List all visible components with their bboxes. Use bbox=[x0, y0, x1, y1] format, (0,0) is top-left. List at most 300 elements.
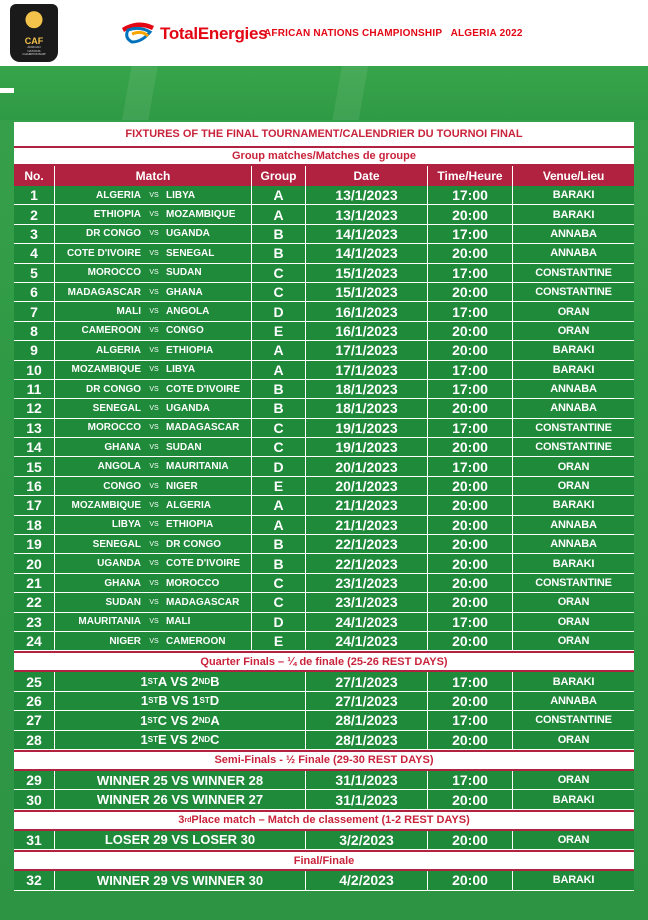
col-match: Match bbox=[55, 166, 252, 186]
match-cell bbox=[55, 419, 252, 437]
table-row bbox=[14, 771, 634, 790]
away-team: MADAGASCAR bbox=[166, 596, 240, 608]
home-team: GHANA bbox=[104, 577, 141, 589]
africa-globe-icon bbox=[19, 8, 49, 34]
match-number: 7 bbox=[14, 302, 55, 320]
table-row bbox=[14, 632, 634, 651]
match-group: C bbox=[252, 593, 306, 611]
away-team: MOZAMBIQUE bbox=[166, 209, 236, 221]
match-cell bbox=[55, 244, 252, 262]
vs-label: VS bbox=[149, 501, 159, 509]
match-group: D bbox=[252, 457, 306, 475]
match-number: 27 bbox=[14, 711, 55, 729]
match-date: 19/1/2023 bbox=[306, 438, 428, 456]
match-time: 17:00 bbox=[428, 457, 513, 475]
home-team: ALGERIA bbox=[96, 344, 141, 356]
match-venue: ORAN bbox=[557, 615, 590, 628]
match-time: 20:00 bbox=[428, 632, 513, 650]
knockout-match: LOSER 29 VS LOSER 30 bbox=[55, 831, 306, 849]
match-number: 4 bbox=[14, 244, 55, 262]
match-venue: ANNABA bbox=[550, 402, 597, 415]
table-row bbox=[14, 399, 634, 418]
match-time: 17:00 bbox=[428, 419, 513, 437]
match-teams bbox=[55, 636, 251, 647]
match-date: 27/1/2023 bbox=[306, 692, 428, 710]
away-team: NIGER bbox=[166, 480, 198, 492]
page-title: FIXTURES OF THE FINAL TOURNAMENT/CALENDRIER DU TOURNOI FINAL bbox=[14, 122, 634, 146]
match-teams bbox=[55, 461, 251, 472]
away-team: MALI bbox=[166, 616, 191, 628]
knockout-match: WINNER 25 VS WINNER 28 bbox=[55, 771, 306, 789]
match-venue: BARAKI bbox=[552, 208, 595, 221]
match-time: 20:00 bbox=[428, 322, 513, 340]
match-time: 20:00 bbox=[428, 438, 513, 456]
table-row bbox=[14, 341, 634, 360]
match-teams bbox=[55, 306, 251, 317]
match-number: 32 bbox=[14, 871, 55, 889]
match-group: E bbox=[252, 477, 306, 495]
home-team: GHANA bbox=[104, 441, 141, 453]
match-number: 31 bbox=[14, 831, 55, 849]
match-venue: ANNABA bbox=[550, 227, 597, 240]
match-time: 20:00 bbox=[428, 399, 513, 417]
vs-label: VS bbox=[149, 404, 159, 412]
match-time: 17:00 bbox=[428, 771, 513, 789]
match-time: 20:00 bbox=[428, 790, 513, 808]
vs-label: VS bbox=[149, 288, 159, 296]
match-date: 18/1/2023 bbox=[306, 380, 428, 398]
match-number: 29 bbox=[14, 771, 55, 789]
match-date: 17/1/2023 bbox=[306, 361, 428, 379]
match-venue: ORAN bbox=[557, 305, 590, 318]
table-row bbox=[14, 790, 634, 809]
away-team: COTE D'IVOIRE bbox=[166, 558, 241, 570]
match-time: 20:00 bbox=[428, 516, 513, 534]
table-row bbox=[14, 574, 634, 593]
match-cell bbox=[55, 225, 252, 243]
match-number: 15 bbox=[14, 457, 55, 475]
vs-label: VS bbox=[149, 249, 159, 257]
home-team: SUDAN bbox=[105, 596, 141, 608]
match-cell bbox=[55, 593, 252, 611]
knockout-table bbox=[14, 651, 634, 890]
table-row bbox=[14, 672, 634, 691]
match-venue: BARAKI bbox=[552, 793, 595, 806]
match-number: 10 bbox=[14, 361, 55, 379]
home-team: UGANDA bbox=[97, 558, 141, 570]
match-time: 17:00 bbox=[428, 613, 513, 631]
home-team: ETHIOPIA bbox=[93, 209, 141, 221]
table-row bbox=[14, 225, 634, 244]
away-team: COTE D'IVOIRE bbox=[166, 383, 241, 395]
match-number: 19 bbox=[14, 535, 55, 553]
match-date: 19/1/2023 bbox=[306, 419, 428, 437]
match-time: 17:00 bbox=[428, 264, 513, 282]
vs-label: VS bbox=[149, 598, 159, 606]
match-date: 28/1/2023 bbox=[306, 711, 428, 729]
match-teams bbox=[55, 364, 251, 375]
table-row bbox=[14, 554, 634, 573]
match-number: 11 bbox=[14, 380, 55, 398]
table-row bbox=[14, 264, 634, 283]
match-teams bbox=[55, 384, 251, 395]
vs-label: VS bbox=[149, 443, 159, 451]
match-time: 17:00 bbox=[428, 225, 513, 243]
match-venue: CONSTANTINE bbox=[535, 266, 612, 279]
match-date: 22/1/2023 bbox=[306, 554, 428, 572]
home-team: LIBYA bbox=[111, 519, 141, 531]
home-team: MADAGASCAR bbox=[67, 286, 141, 298]
away-team: ANGOLA bbox=[166, 306, 210, 318]
match-date: 15/1/2023 bbox=[306, 283, 428, 301]
vs-label: VS bbox=[149, 521, 159, 529]
table-row bbox=[14, 419, 634, 438]
match-number: 18 bbox=[14, 516, 55, 534]
match-date: 4/2/2023 bbox=[306, 871, 428, 889]
match-group: C bbox=[252, 438, 306, 456]
vs-label: VS bbox=[149, 191, 159, 199]
table-header bbox=[14, 166, 634, 186]
match-group: E bbox=[252, 632, 306, 650]
match-group: C bbox=[252, 283, 306, 301]
knockout-match: 1 ST E VS 2 ND C bbox=[55, 731, 306, 749]
match-number: 28 bbox=[14, 731, 55, 749]
header-banner bbox=[0, 0, 648, 66]
match-time: 20:00 bbox=[428, 477, 513, 495]
away-team: MAURITANIA bbox=[166, 461, 229, 473]
match-date: 20/1/2023 bbox=[306, 477, 428, 495]
away-team: MADAGASCAR bbox=[166, 422, 240, 434]
match-date: 27/1/2023 bbox=[306, 672, 428, 690]
table-row bbox=[14, 613, 634, 632]
col-venue: Venue/Lieu bbox=[542, 169, 605, 183]
match-group: A bbox=[252, 516, 306, 534]
group-matches-table bbox=[14, 186, 634, 651]
table-row bbox=[14, 496, 634, 515]
away-team: CAMEROON bbox=[166, 635, 226, 647]
vs-label: VS bbox=[149, 366, 159, 374]
match-time: 17:00 bbox=[428, 361, 513, 379]
match-venue: ANNABA bbox=[550, 694, 597, 707]
away-team: LIBYA bbox=[166, 364, 196, 376]
match-venue: ANNABA bbox=[550, 518, 597, 531]
table-row bbox=[14, 457, 634, 476]
away-team: SUDAN bbox=[166, 267, 202, 279]
match-venue: BARAKI bbox=[552, 675, 595, 688]
match-number: 23 bbox=[14, 613, 55, 631]
table-row bbox=[14, 244, 634, 263]
match-venue: ORAN bbox=[557, 460, 590, 473]
match-time: 20:00 bbox=[428, 535, 513, 553]
match-number: 12 bbox=[14, 399, 55, 417]
match-number: 5 bbox=[14, 264, 55, 282]
match-teams bbox=[55, 267, 251, 278]
home-team: SENEGAL bbox=[92, 538, 141, 550]
table-row bbox=[14, 205, 634, 224]
match-time: 20:00 bbox=[428, 574, 513, 592]
away-team: UGANDA bbox=[166, 402, 210, 414]
match-cell bbox=[55, 283, 252, 301]
match-time: 20:00 bbox=[428, 341, 513, 359]
table-row bbox=[14, 516, 634, 535]
match-time: 20:00 bbox=[428, 871, 513, 889]
match-number: 14 bbox=[14, 438, 55, 456]
table-row bbox=[14, 871, 634, 890]
match-cell bbox=[55, 613, 252, 631]
away-team: ETHIOPIA bbox=[166, 344, 214, 356]
home-team: COTE D'IVOIRE bbox=[66, 247, 141, 259]
home-team: MOZAMBIQUE bbox=[71, 364, 141, 376]
vs-label: VS bbox=[149, 579, 159, 587]
match-cell bbox=[55, 264, 252, 282]
match-cell bbox=[55, 205, 252, 223]
match-cell bbox=[55, 554, 252, 572]
home-team: ANGOLA bbox=[97, 461, 141, 473]
section-title: 3 rd Place match – Match de classement (1-2 REST DAYS) bbox=[14, 810, 634, 831]
match-teams bbox=[55, 616, 251, 627]
match-teams bbox=[55, 558, 251, 569]
match-date: 14/1/2023 bbox=[306, 244, 428, 262]
away-team: UGANDA bbox=[166, 228, 210, 240]
match-venue: CONSTANTINE bbox=[535, 441, 612, 454]
match-number: 25 bbox=[14, 672, 55, 690]
home-team: MOROCCO bbox=[87, 267, 141, 279]
table-row bbox=[14, 831, 634, 850]
match-venue: BARAKI bbox=[552, 499, 595, 512]
match-date: 31/1/2023 bbox=[306, 771, 428, 789]
match-date: 21/1/2023 bbox=[306, 516, 428, 534]
vs-label: VS bbox=[149, 385, 159, 393]
home-team: SENEGAL bbox=[92, 402, 141, 414]
away-team: MOROCCO bbox=[166, 577, 220, 589]
match-date: 13/1/2023 bbox=[306, 205, 428, 223]
home-team: DR CONGO bbox=[86, 383, 141, 395]
championship-title: AFRICAN NATIONS CHAMPIONSHIP ALGERIA 2022 bbox=[264, 28, 523, 39]
match-cell bbox=[55, 516, 252, 534]
match-group: A bbox=[252, 361, 306, 379]
away-team: LIBYA bbox=[166, 189, 196, 201]
vs-label: VS bbox=[149, 560, 159, 568]
match-date: 31/1/2023 bbox=[306, 790, 428, 808]
vs-label: VS bbox=[149, 482, 159, 490]
match-teams bbox=[55, 287, 251, 298]
col-date: Date bbox=[306, 166, 428, 186]
match-time: 17:00 bbox=[428, 711, 513, 729]
match-group: B bbox=[252, 380, 306, 398]
match-group: B bbox=[252, 225, 306, 243]
match-venue: BARAKI bbox=[552, 189, 595, 202]
match-cell bbox=[55, 496, 252, 514]
match-date: 16/1/2023 bbox=[306, 302, 428, 320]
section-title: Quarter Finals – ¼ de finale (25-26 REST DAYS) bbox=[14, 651, 634, 672]
match-group: D bbox=[252, 613, 306, 631]
match-cell bbox=[55, 341, 252, 359]
match-teams bbox=[55, 403, 251, 414]
home-team: CAMEROON bbox=[81, 325, 141, 337]
knockout-match: 1 ST B VS 1 ST D bbox=[55, 692, 306, 710]
vs-label: VS bbox=[149, 230, 159, 238]
vs-label: VS bbox=[149, 618, 159, 626]
home-team: DR CONGO bbox=[86, 228, 141, 240]
table-row bbox=[14, 731, 634, 750]
match-date: 24/1/2023 bbox=[306, 613, 428, 631]
match-group: D bbox=[252, 302, 306, 320]
decorative-mark bbox=[0, 88, 14, 93]
match-teams bbox=[55, 442, 251, 453]
match-time: 20:00 bbox=[428, 244, 513, 262]
match-venue: ANNABA bbox=[550, 247, 597, 260]
match-date: 15/1/2023 bbox=[306, 264, 428, 282]
match-cell bbox=[55, 535, 252, 553]
match-group: A bbox=[252, 496, 306, 514]
match-group: A bbox=[252, 205, 306, 223]
match-time: 17:00 bbox=[428, 380, 513, 398]
match-venue: ORAN bbox=[557, 733, 590, 746]
home-team: CONGO bbox=[103, 480, 141, 492]
match-venue: CONSTANTINE bbox=[535, 714, 612, 727]
match-venue: CONSTANTINE bbox=[535, 286, 612, 299]
match-number: 13 bbox=[14, 419, 55, 437]
match-venue: BARAKI bbox=[552, 557, 595, 570]
home-team: MOROCCO bbox=[87, 422, 141, 434]
away-team: ALGERIA bbox=[166, 499, 211, 511]
match-number: 20 bbox=[14, 554, 55, 572]
match-number: 2 bbox=[14, 205, 55, 223]
match-cell bbox=[55, 399, 252, 417]
match-date: 18/1/2023 bbox=[306, 399, 428, 417]
match-date: 24/1/2023 bbox=[306, 632, 428, 650]
match-number: 16 bbox=[14, 477, 55, 495]
caf-logo-subtext: AFRICAN NATIONS CHAMPIONSHIP bbox=[22, 45, 46, 56]
away-team: GHANA bbox=[166, 286, 203, 298]
vs-label: VS bbox=[149, 540, 159, 548]
match-cell bbox=[55, 302, 252, 320]
match-group: C bbox=[252, 574, 306, 592]
fixtures-panel bbox=[14, 122, 634, 891]
match-number: 24 bbox=[14, 632, 55, 650]
match-date: 22/1/2023 bbox=[306, 535, 428, 553]
table-row bbox=[14, 186, 634, 205]
match-teams bbox=[55, 190, 251, 201]
match-number: 6 bbox=[14, 283, 55, 301]
home-team: MALI bbox=[116, 306, 141, 318]
match-number: 3 bbox=[14, 225, 55, 243]
match-venue: BARAKI bbox=[552, 874, 595, 887]
totalenergies-logo-icon bbox=[118, 20, 158, 46]
table-row bbox=[14, 302, 634, 321]
away-team: ETHIOPIA bbox=[166, 519, 214, 531]
away-team: SUDAN bbox=[166, 441, 202, 453]
match-number: 30 bbox=[14, 790, 55, 808]
match-group: C bbox=[252, 264, 306, 282]
vs-label: VS bbox=[149, 308, 159, 316]
match-cell bbox=[55, 632, 252, 650]
sponsor-name: TotalEnergies bbox=[160, 24, 268, 43]
match-cell bbox=[55, 438, 252, 456]
home-team: ALGERIA bbox=[96, 189, 141, 201]
match-group: A bbox=[252, 186, 306, 204]
home-team: MAURITANIA bbox=[78, 616, 141, 628]
home-team: NIGER bbox=[109, 635, 141, 647]
vs-label: VS bbox=[149, 327, 159, 335]
vs-label: VS bbox=[149, 211, 159, 219]
match-venue: ANNABA bbox=[550, 538, 597, 551]
match-date: 21/1/2023 bbox=[306, 496, 428, 514]
match-group: B bbox=[252, 244, 306, 262]
match-cell bbox=[55, 477, 252, 495]
match-group: B bbox=[252, 554, 306, 572]
match-number: 26 bbox=[14, 692, 55, 710]
match-venue: BARAKI bbox=[552, 363, 595, 376]
match-time: 17:00 bbox=[428, 302, 513, 320]
match-venue: ORAN bbox=[557, 596, 590, 609]
match-venue: ORAN bbox=[557, 324, 590, 337]
table-row bbox=[14, 593, 634, 612]
knockout-match: WINNER 26 VS WINNER 27 bbox=[55, 790, 306, 808]
match-cell bbox=[55, 457, 252, 475]
away-team: DR CONGO bbox=[166, 538, 221, 550]
match-group: E bbox=[252, 322, 306, 340]
away-team: CONGO bbox=[166, 325, 204, 337]
match-time: 20:00 bbox=[428, 205, 513, 223]
match-teams bbox=[55, 481, 251, 492]
table-row bbox=[14, 438, 634, 457]
match-group: B bbox=[252, 535, 306, 553]
match-venue: CONSTANTINE bbox=[535, 421, 612, 434]
match-date: 3/2/2023 bbox=[306, 831, 428, 849]
col-time: Time/Heure bbox=[428, 166, 513, 186]
match-venue: BARAKI bbox=[552, 344, 595, 357]
vs-label: VS bbox=[149, 637, 159, 645]
match-time: 20:00 bbox=[428, 283, 513, 301]
match-teams bbox=[55, 345, 251, 356]
match-teams bbox=[55, 597, 251, 608]
match-date: 20/1/2023 bbox=[306, 457, 428, 475]
match-time: 20:00 bbox=[428, 593, 513, 611]
match-time: 20:00 bbox=[428, 731, 513, 749]
match-teams bbox=[55, 325, 251, 336]
match-time: 17:00 bbox=[428, 672, 513, 690]
match-date: 17/1/2023 bbox=[306, 341, 428, 359]
home-team: MOZAMBIQUE bbox=[71, 499, 141, 511]
match-date: 16/1/2023 bbox=[306, 322, 428, 340]
match-group: B bbox=[252, 399, 306, 417]
match-venue: ORAN bbox=[557, 480, 590, 493]
match-date: 23/1/2023 bbox=[306, 574, 428, 592]
match-time: 20:00 bbox=[428, 692, 513, 710]
match-cell bbox=[55, 380, 252, 398]
match-teams bbox=[55, 539, 251, 550]
table-row bbox=[14, 322, 634, 341]
vs-label: VS bbox=[149, 424, 159, 432]
match-time: 20:00 bbox=[428, 554, 513, 572]
match-venue: ORAN bbox=[557, 774, 590, 787]
match-venue: CONSTANTINE bbox=[535, 577, 612, 589]
knockout-match: WINNER 29 VS WINNER 30 bbox=[55, 871, 306, 889]
match-teams bbox=[55, 248, 251, 259]
match-group: C bbox=[252, 419, 306, 437]
match-number: 22 bbox=[14, 593, 55, 611]
match-teams bbox=[55, 519, 251, 530]
knockout-match: 1 ST A VS 2 ND B bbox=[55, 672, 306, 690]
away-team: SENEGAL bbox=[166, 247, 215, 259]
match-cell bbox=[55, 186, 252, 204]
vs-label: VS bbox=[149, 463, 159, 471]
match-venue: ORAN bbox=[557, 635, 590, 648]
match-venue: ANNABA bbox=[550, 383, 597, 396]
match-date: 14/1/2023 bbox=[306, 225, 428, 243]
match-teams bbox=[55, 500, 251, 511]
